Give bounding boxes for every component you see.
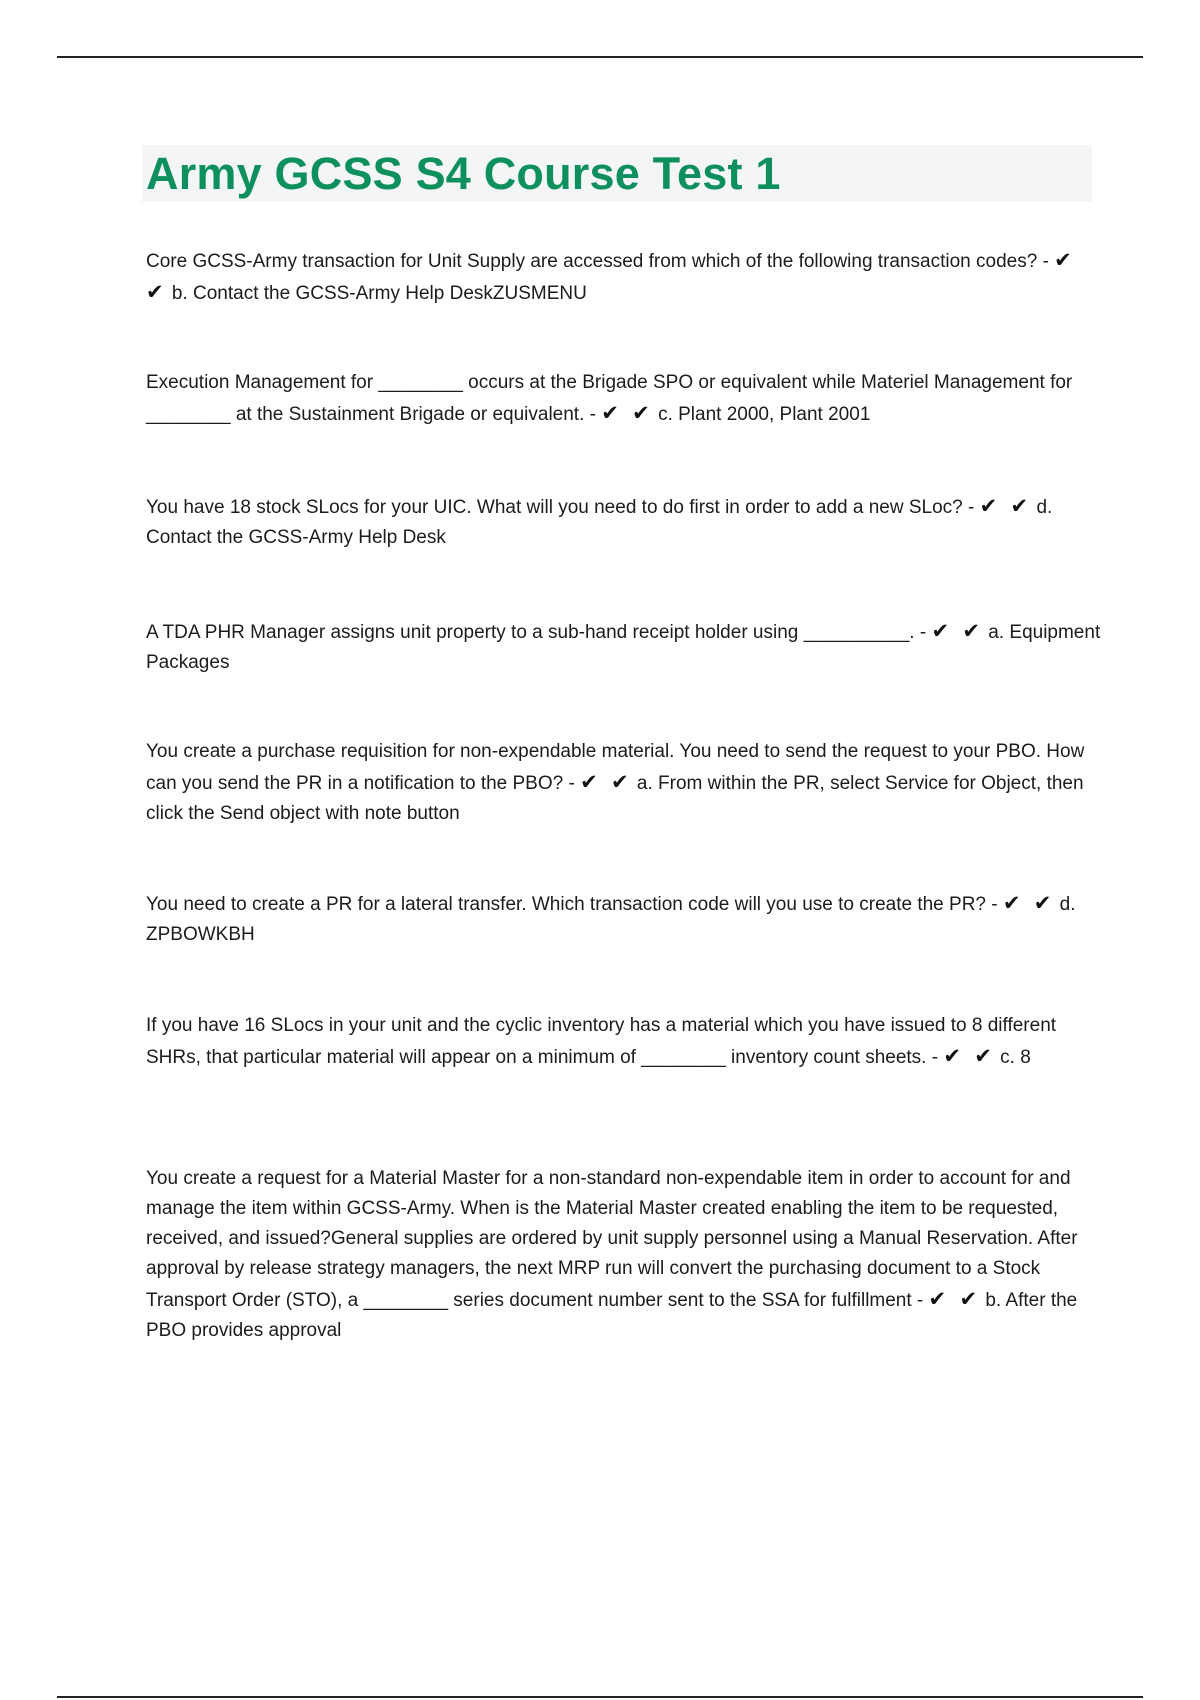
- question-text: You create a purchase requisition for non-expendable material. You need to send the request to your PBO. How can you send the PR in a notification to the PBO? -: [146, 741, 1085, 794]
- qa-item-3: [146, 491, 1102, 553]
- qa-item-8: [146, 1164, 1102, 1346]
- question-text: If you have 16 SLocs in your unit and the cyclic inventory has a material which you have issued to 8 different SHRs, that particular material will appear on a minimum of ________ inventory count sheets. -: [146, 1015, 1057, 1068]
- checkmark-icon: ✔ ✔: [943, 1044, 995, 1068]
- question-text: You create a request for a Material Master for a non-standard non-expendable item in order to account for and manage the item within GCSS-Army. When is the Material Master created enabling the item to be requested, received, and issued?General supplies are ordered by unit supply personnel using a Manual Reservation. After approval by release strategy managers, the next MRP run will convert the purchasing document to a Stock Transport Order (STO), a ________ series document number sent to the SSA for fulfillment -: [146, 1168, 1078, 1311]
- answer-text: c. 8: [1000, 1047, 1031, 1068]
- answer-text: b. After the PBO provides approval: [146, 1290, 1078, 1341]
- question-text: You need to create a PR for a lateral transfer. Which transaction code will you use to create the PR? -: [146, 894, 998, 915]
- answer-text: c. Plant 2000, Plant 2001: [658, 404, 871, 425]
- answer-text: b. Contact the GCSS-Army Help DeskZUSMENU: [171, 283, 587, 304]
- question-text: Core GCSS-Army transaction for Unit Supply are accessed from which of the following transaction codes? -: [146, 251, 1049, 272]
- top-rule: [57, 56, 1143, 58]
- checkmark-icon: ✔ ✔: [928, 1287, 981, 1311]
- qa-item-1: [146, 245, 1102, 309]
- checkmark-icon: ✔ ✔: [1002, 891, 1055, 915]
- page-title: Army GCSS S4 Course Test 1: [146, 148, 781, 199]
- qa-item-4: [146, 616, 1102, 678]
- question-text: Execution Management for ________ occurs at the Brigade SPO or equivalent while Materiel Management for ________ at the Sustainment Brigade or equivalent. -: [146, 372, 1073, 425]
- qa-item-5: [146, 737, 1102, 829]
- checkmark-icon: ✔ ✔: [931, 619, 983, 643]
- question-text: You have 18 stock SLocs for your UIC. What will you need to do first in order to add a new SLoc? -: [146, 497, 975, 518]
- question-text: A TDA PHR Manager assigns unit property to a sub-hand receipt holder using __________. -: [146, 622, 927, 643]
- qa-item-2: [146, 368, 1102, 430]
- bottom-rule: [57, 1696, 1143, 1698]
- qa-item-7: [146, 1011, 1102, 1073]
- checkmark-icon: ✔ ✔: [580, 770, 632, 794]
- answer-text: a. Equipment Packages: [146, 622, 1101, 673]
- qa-item-6: [146, 888, 1102, 950]
- answer-text: d. ZPBOWKBH: [146, 894, 1076, 945]
- answer-text: d. Contact the GCSS-Army Help Desk: [146, 497, 1053, 548]
- checkmark-icon: ✔ ✔: [601, 401, 653, 425]
- answer-text: a. From within the PR, select Service for Object, then click the Send object with note button: [146, 773, 1084, 824]
- checkmark-icon: ✔ ✔: [979, 494, 1032, 518]
- checkmark-icon: ✔ ✔: [146, 248, 1075, 304]
